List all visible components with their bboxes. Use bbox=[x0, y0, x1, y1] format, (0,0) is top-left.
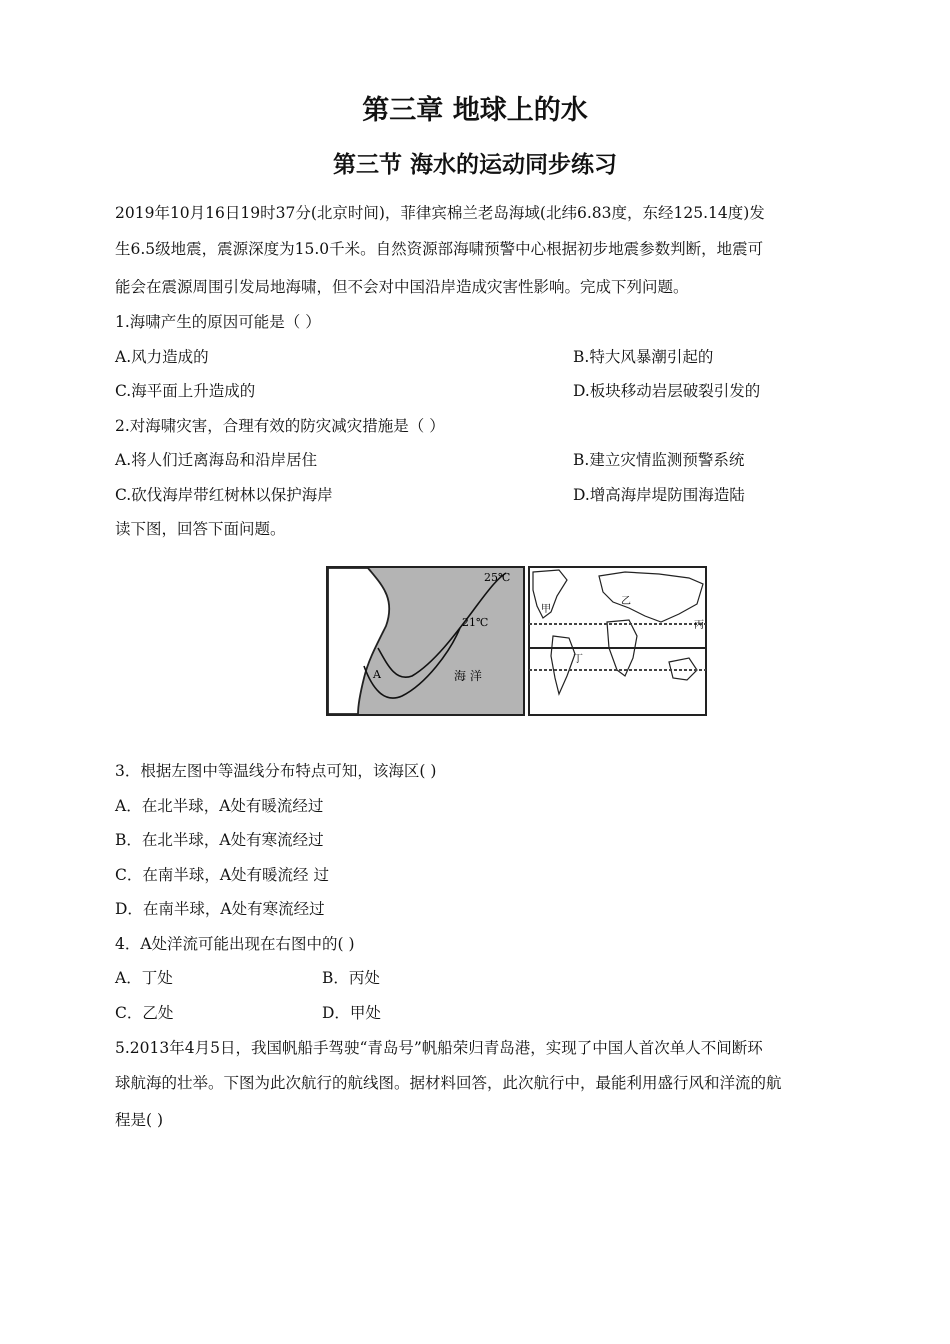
label-jia: 甲 bbox=[541, 604, 551, 615]
q5-line-3: 程是( ) bbox=[115, 1111, 164, 1129]
label-25c: 25℃ bbox=[484, 571, 511, 584]
q4-option-a: A．丁处 bbox=[115, 969, 173, 987]
label-ding: 丁 bbox=[573, 654, 583, 665]
q4-option-c: C．乙处 bbox=[115, 1004, 174, 1022]
label-ocean: 海 洋 bbox=[454, 669, 482, 683]
q1-option-a: A.风力造成的 bbox=[115, 348, 209, 366]
q4-stem: 4．A处洋流可能出现在右图中的( ) bbox=[115, 935, 355, 953]
q1-option-b: B.特大风暴潮引起的 bbox=[573, 348, 714, 366]
q5-line-1: 5.2013年4月5日，我国帆船手驾驶“青岛号”帆船荣归青岛港，实现了中国人首次单人不间断环 bbox=[115, 1039, 763, 1057]
label-yi: 乙 bbox=[621, 596, 631, 607]
q1-stem: 1.海啸产生的原因可能是（ ） bbox=[115, 313, 321, 331]
intro-line-2: 生6.5级地震，震源深度为15.0千米。自然资源部海啸预警中心根据初步地震参数判断，地震可 bbox=[115, 240, 764, 258]
q2-option-c: C.砍伐海岸带红树林以保护海岸 bbox=[115, 486, 333, 504]
label-a: A bbox=[373, 668, 381, 681]
section-title: 第三节 海水的运动同步练习 bbox=[332, 152, 617, 178]
q2-option-a: A.将人们迁离海岛和沿岸居住 bbox=[115, 451, 318, 469]
q2-option-d: D.增高海岸堤防围海造陆 bbox=[573, 486, 745, 504]
ocean-figure bbox=[326, 566, 708, 718]
intro-line-1: 2019年10月16日19时37分(北京时间)，菲律宾棉兰老岛海域(北纬6.83度，东经125.14度)发 bbox=[115, 204, 765, 222]
label-21c: 21℃ bbox=[462, 616, 489, 629]
q5-line-2: 球航海的壮举。下图为此次航行的航线图。据材料回答，此次航行中，最能利用盛行风和洋流的航 bbox=[115, 1074, 782, 1092]
q4-option-d: D．甲处 bbox=[322, 1004, 381, 1022]
q1-option-c: C.海平面上升造成的 bbox=[115, 382, 256, 400]
read-figure-instruction: 读下图，回答下面问题。 bbox=[115, 520, 286, 538]
figure bbox=[326, 566, 708, 722]
q3-option-d: D．在南半球，A处有寒流经过 bbox=[115, 900, 325, 918]
intro-line-3: 能会在震源周围引发局地海啸，但不会对中国沿岸造成灾害性影响。完成下列问题。 bbox=[115, 278, 689, 296]
q3-option-c: C．在南半球，A处有暖流经 过 bbox=[115, 866, 329, 884]
q3-option-b: B．在北半球，A处有寒流经过 bbox=[115, 831, 324, 849]
label-bing: 丙 bbox=[694, 620, 704, 631]
chapter-title: 第三章 地球上的水 bbox=[362, 95, 588, 126]
q3-option-a: A．在北半球，A处有暖流经过 bbox=[115, 797, 324, 815]
world-map bbox=[529, 567, 706, 715]
q2-stem: 2.对海啸灾害，合理有效的防灾减灾措施是（ ） bbox=[115, 417, 445, 435]
q1-option-d: D.板块移动岩层破裂引发的 bbox=[573, 382, 761, 400]
q4-option-b: B．丙处 bbox=[322, 969, 380, 987]
isotherm-map bbox=[327, 567, 524, 715]
q2-option-b: B.建立灾情监测预警系统 bbox=[573, 451, 745, 469]
q3-stem: 3．根据左图中等温线分布特点可知，该海区( ) bbox=[115, 762, 437, 780]
